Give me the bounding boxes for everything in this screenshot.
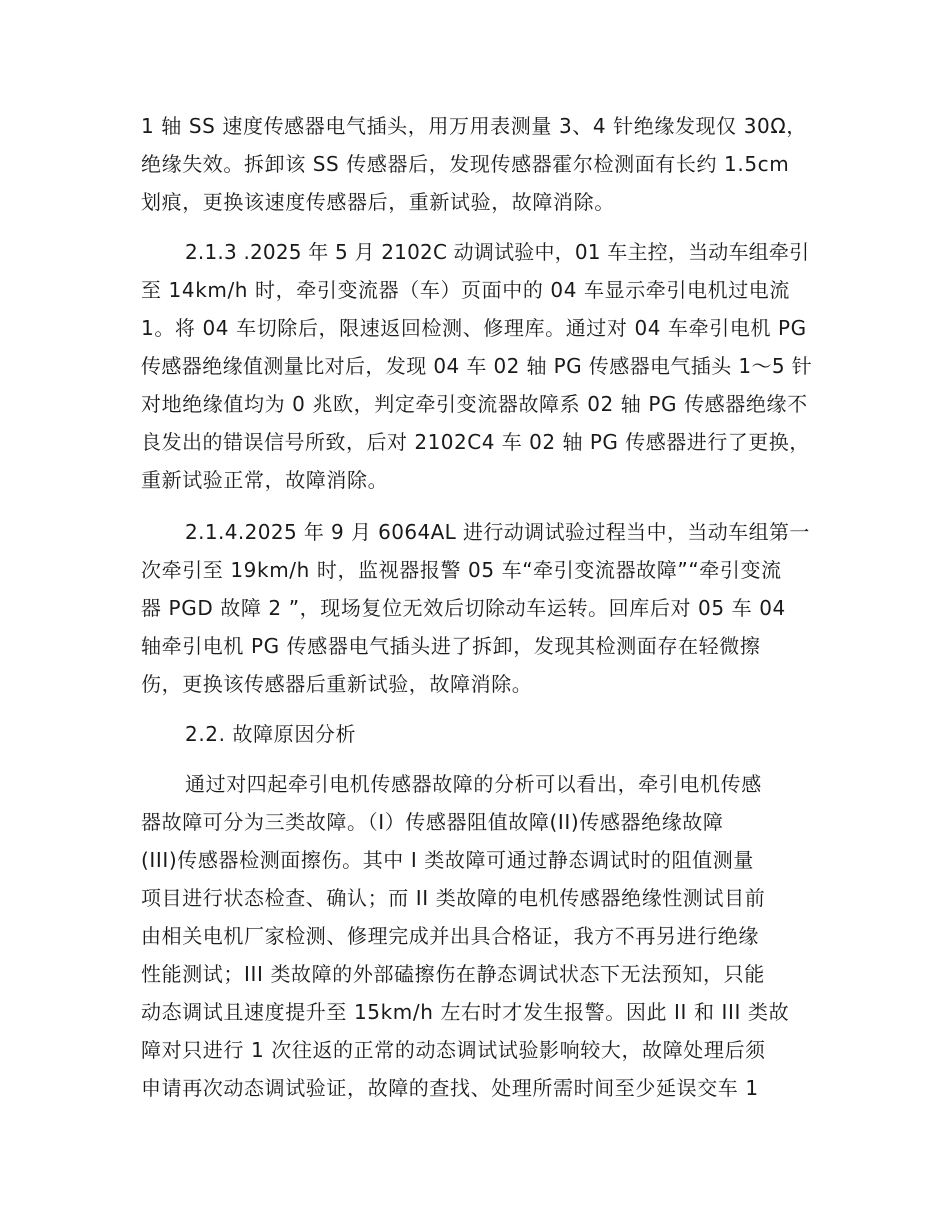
text-line: 绝缘失效。拆卸该 SS 传感器后，发现传感器霍尔检测面有长约 1.5cm	[141, 152, 790, 176]
text-line: 通过对四起牵引电机传感器故障的分析可以看出，牵引电机传感	[185, 772, 762, 796]
text-line: 障对只进行 1 次往返的正常的动态调试试验影响较大，故障处理后须	[141, 1038, 766, 1062]
text-line: 轴牵引电机 PG 传感器电气插头进了拆卸，发现其检测面存在轻微擦	[141, 634, 761, 658]
text-line: 良发出的错误信号所致，后对 2102C4 车 02 轴 PG 传感器进行了更换，	[141, 430, 810, 454]
text-line: 1。将 04 车切除后，限速返回检测、修理库。通过对 04 车牵引电机 PG	[141, 316, 807, 340]
text-line: 传感器绝缘值测量比对后，发现 04 车 02 轴 PG 传感器电气插头 1～5 针	[141, 354, 813, 378]
text-line: 性能测试；III 类故障的外部磕擦伤在静态调试状态下无法预知，只能	[141, 962, 765, 986]
text-line: (III)传感器检测面擦伤。其中 I 类故障可通过静态调试时的阻值测量	[141, 848, 754, 872]
text-line: 1 轴 SS 速度传感器电气插头，用万用表测量 3、4 针绝缘发现仅 30Ω，	[141, 114, 807, 138]
text-line: 申请再次动态调试验证，故障的查找、处理所需时间至少延误交车 1	[141, 1076, 759, 1100]
text-line: 对地绝缘值均为 0 兆欧，判定牵引变流器故障系 02 轴 PG 传感器绝缘不	[141, 392, 808, 416]
text-line: 器故障可分为三类故障。（I）传感器阻值故障(II)传感器绝缘故障	[141, 810, 724, 834]
text-line: 重新试验正常，故障消除。	[141, 468, 389, 492]
text-line: 伤，更换该传感器后重新试验，故障消除。	[141, 672, 533, 696]
text-line: 次牵引至 19km/h 时，监视器报警 05 车“牵引变流器故障”“牵引变流	[141, 558, 782, 582]
text-line: 由相关电机厂家检测、修理完成并出具合格证，我方不再另进行绝缘	[141, 924, 759, 948]
text-line: 2.1.3 .2025 年 5 月 2102C 动调试验中，01 车主控，当动车组牵引	[185, 240, 810, 264]
text-line: 2.1.4.2025 年 9 月 6064AL 进行动调试验过程当中，当动车组第一	[185, 520, 810, 544]
text-line: 器 PGD 故障 2 ”，现场复位无效后切除动车运转。回库后对 05 车 04	[141, 596, 786, 620]
text-line: 至 14km/h 时，牵引变流器（车）页面中的 04 车显示牵引电机过电流	[141, 278, 791, 302]
section-heading: 2.2. 故障原因分析	[185, 722, 357, 746]
text-line: 动态调试且速度提升至 15km/h 左右时才发生报警。因此 II 和 III 类故	[141, 1000, 790, 1024]
text-line: 划痕，更换该速度传感器后，重新试验，故障消除。	[141, 190, 615, 214]
text-line: 项目进行状态检查、确认；而 II 类故障的电机传感器绝缘性测试目前	[141, 886, 766, 910]
